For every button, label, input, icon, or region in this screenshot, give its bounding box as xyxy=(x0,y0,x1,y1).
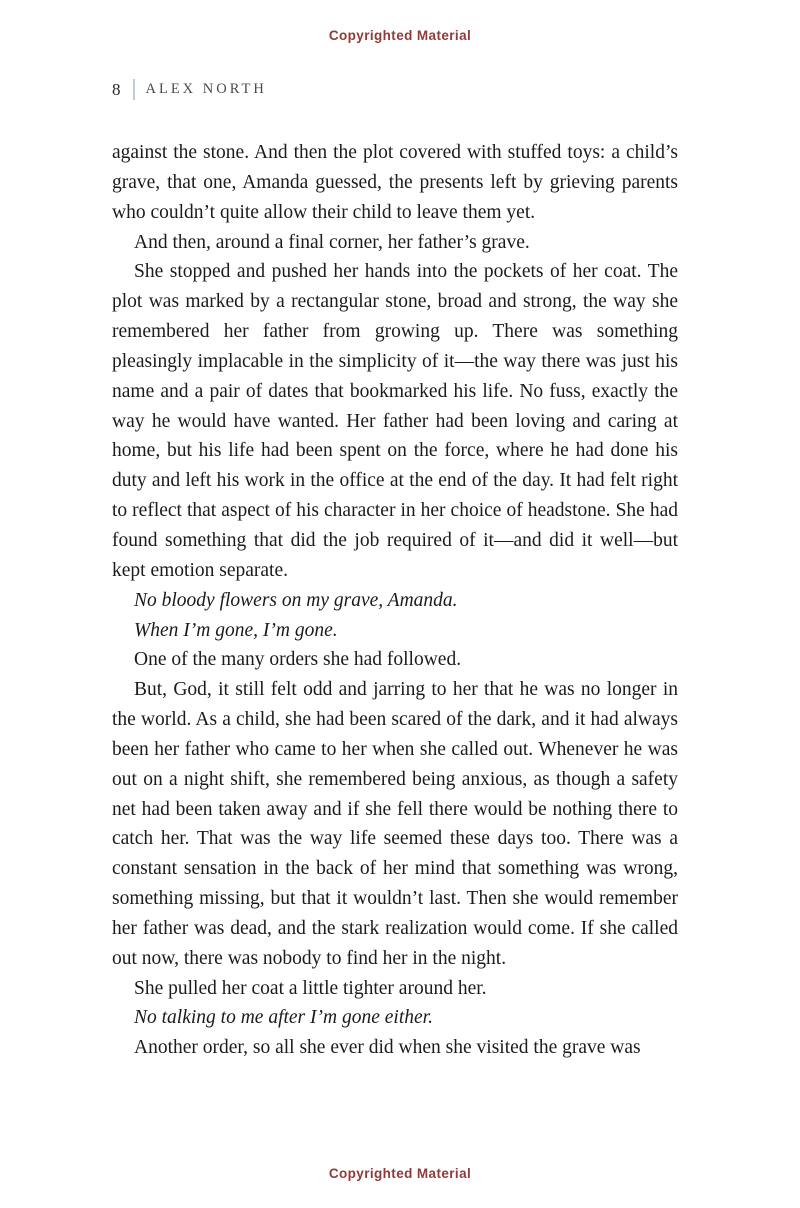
paragraph: And then, around a final corner, her father’s grave. xyxy=(134,231,530,253)
paragraph: One of the many orders she had followed. xyxy=(134,649,462,671)
body-text xyxy=(112,138,678,1063)
header-divider xyxy=(133,79,135,100)
running-header xyxy=(112,79,267,100)
copyright-notice-bottom: Copyrighted Material xyxy=(328,1166,472,1181)
paragraph: against the stone. And then the plot covered with stuffed toys: a child’s grave, that one, Amanda guessed, the presents left by grieving parents who couldn’t quite allow their child to leave them yet. xyxy=(112,142,678,223)
paragraph-italic-order: No talking to me after I’m gone either. xyxy=(134,1007,433,1029)
paragraph: She pulled her coat a little tighter around her. xyxy=(134,977,487,999)
paragraph-italic-order: No bloody flowers on my grave, Amanda. xyxy=(134,589,458,611)
paragraph-italic-order: When I’m gone, I’m gone. xyxy=(134,619,338,641)
page-number: 8 xyxy=(112,79,121,99)
author-name: ALEX NORTH xyxy=(145,81,267,97)
paragraph: She stopped and pushed her hands into the pockets of her coat. The plot was marked by a rectangular stone, broad and strong, the way she remembered her father from growing up. There was something pleasingly implacable in the simplicity of it—the way there was just his name and a pair of dates that bookmarked his life. No fuss, exactly the way he would have wanted. Her father had been loving and caring at home, but his life had been spent on the force, where he had done his duty and left his work in the office at the end of the day. It had felt right to reflect that aspect of his character in her choice of headstone. She had found something that did the job required of it—and did it well—but kept emotion separate. xyxy=(112,261,678,581)
paragraph: But, God, it still felt odd and jarring to her that he was no longer in the world. As a child, she had been scared of the dark, and it had always been her father who came to her when she called out. Whenever he was out on a night shift, she remembered being anxious, as though a safety net had been taken away and if she fell there would be nothing there to catch her. That was the way life seemed these days too. There was a constant sensation in the back of her mind that something was wrong, something missing, but that it wouldn’t last. Then she would remember her father was dead, and the stark realization would come. If she called out now, there was nobody to find her in the night. xyxy=(112,679,678,969)
paragraph: Another order, so all she ever did when she visited the grave was xyxy=(134,1037,641,1059)
copyright-notice-top: Copyrighted Material xyxy=(328,28,472,43)
